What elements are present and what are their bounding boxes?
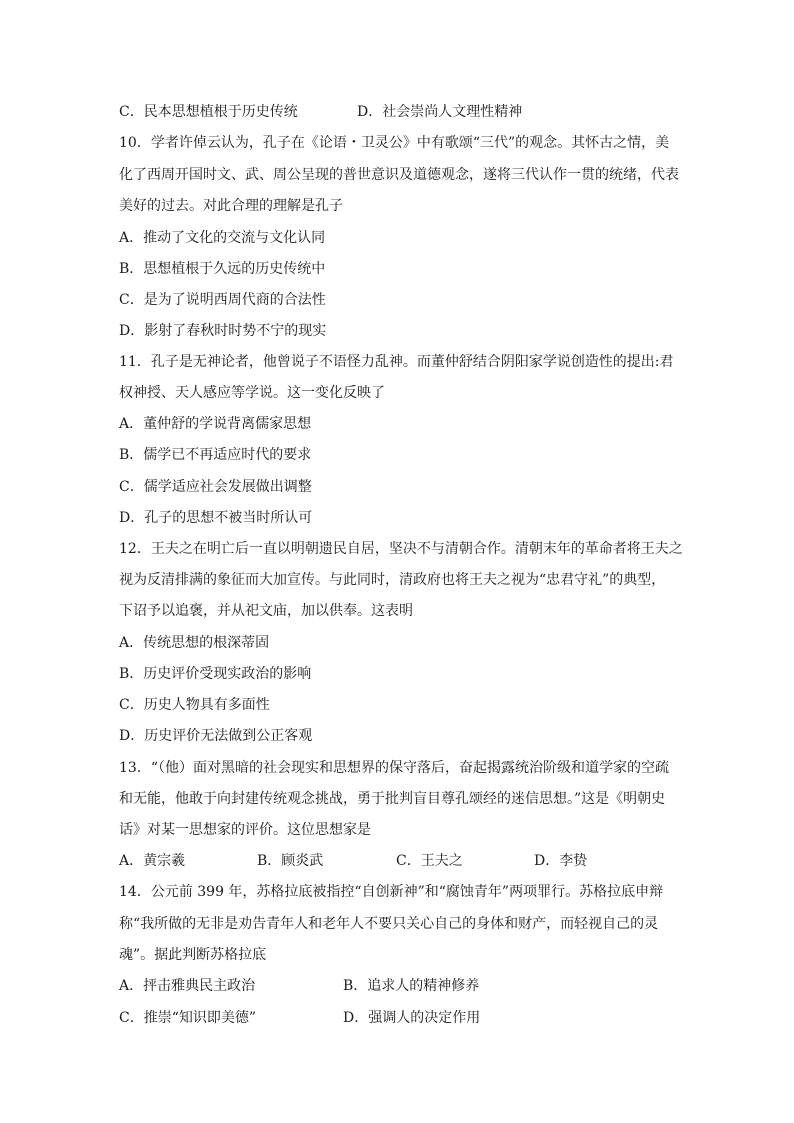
q11-option-d: D．孔子的思想不被当时所认可: [119, 510, 313, 526]
q9-option-c: C．民本思想植根于历史传统: [119, 104, 298, 120]
q14-option-d: D．强调人的决定作用: [343, 1010, 481, 1026]
q13-option-b: B．顾炎武: [257, 853, 324, 869]
q10-option-b: B．思想植根于久远的历史传统中: [119, 261, 326, 277]
q12-option-a: A．传统思想的根深蒂固: [119, 635, 270, 651]
q10-stem-line-3: 美好的过去。对此合理的理解是孔子: [119, 198, 343, 214]
q14-option-c: C．推崇“知识即美德”: [119, 1010, 257, 1026]
q14-stem-line-3: 魂”。据此判断苏格拉底: [119, 947, 267, 963]
q10-option-a: A．推动了文化的交流与文化认同: [119, 230, 326, 246]
q14-option-a: A．抨击雅典民主政治: [119, 978, 256, 994]
q12-stem-line-2: 视为反清排满的象征而大加宣传。与此同时，清政府也将王夫之视为“忠君守礼”的典型，: [119, 572, 666, 588]
q13-stem-line-1: 13．“（他）面对黑暗的社会现实和思想界的保守落后，奋起揭露统治阶级和道学家的空疏: [119, 760, 669, 776]
q14-stem-line-1: 14．公元前 399 年，苏格拉底被指控“自创新神”和“腐蚀青年”两项罪行。苏格拉底申辩: [119, 884, 664, 900]
q9-option-d: D．社会崇尚人文理性精神: [357, 104, 523, 120]
q11-option-b: B．儒学已不再适应时代的要求: [119, 447, 312, 463]
q10-stem-line-1: 10．学者许倬云认为，孔子在《论语・卫灵公》中有歌颂“三代”的观念。其怀古之情，美: [119, 135, 670, 151]
q13-option-c: C．王夫之: [396, 853, 463, 869]
q13-option-d: D．李贽: [534, 853, 588, 869]
q14-stem-line-2: 称“我所做的无非是劝告青年人和老年人不要只关心自己的身体和财产，而轻视自己的灵: [119, 916, 659, 932]
q11-option-a: A．董仲舒的学说背离儒家思想: [119, 416, 312, 432]
q12-option-c: C．历史人物具有多面性: [119, 697, 270, 713]
q12-option-d: D．历史评价无法做到公正客观: [119, 728, 313, 744]
q13-stem-line-2: 和无能，他敢于向封建传统观念挑战，勇于批判盲目尊孔颂经的迷信思想。”这是《明朝史: [119, 791, 666, 807]
q11-stem-line-2: 权神授、天人感应等学说。这一变化反映了: [119, 385, 385, 401]
q11-stem-line-1: 11．孔子是无神论者，他曾说子不语怪力乱神。而董仲舒结合阴阳家学说创造性的提出:君: [119, 354, 674, 370]
q14-option-b: B．追求人的精神修养: [343, 978, 480, 994]
q12-stem-line-3: 下诏予以追褒，并从祀文庙，加以供奉。这表明: [119, 603, 413, 619]
q10-stem-line-2: 化了西周开国时文、武、周公呈现的普世意识及道德观念，遂将三代认作一贯的统绪，代表: [119, 167, 679, 183]
q13-stem-line-3: 话》对某一思想家的评价。这位思想家是: [119, 822, 371, 838]
q10-option-c: C．是为了说明西周代商的合法性: [119, 292, 326, 308]
q12-stem-line-1: 12．王夫之在明亡后一直以明朝遗民自居，坚决不与清朝合作。清朝末年的革命者将王夫之: [119, 541, 683, 557]
q13-option-a: A．黄宗羲: [119, 853, 186, 869]
q11-option-c: C．儒学适应社会发展做出调整: [119, 479, 312, 495]
q12-option-b: B．历史评价受现实政治的影响: [119, 666, 312, 682]
q10-option-d: D．影射了春秋时时势不宁的现实: [119, 323, 327, 339]
